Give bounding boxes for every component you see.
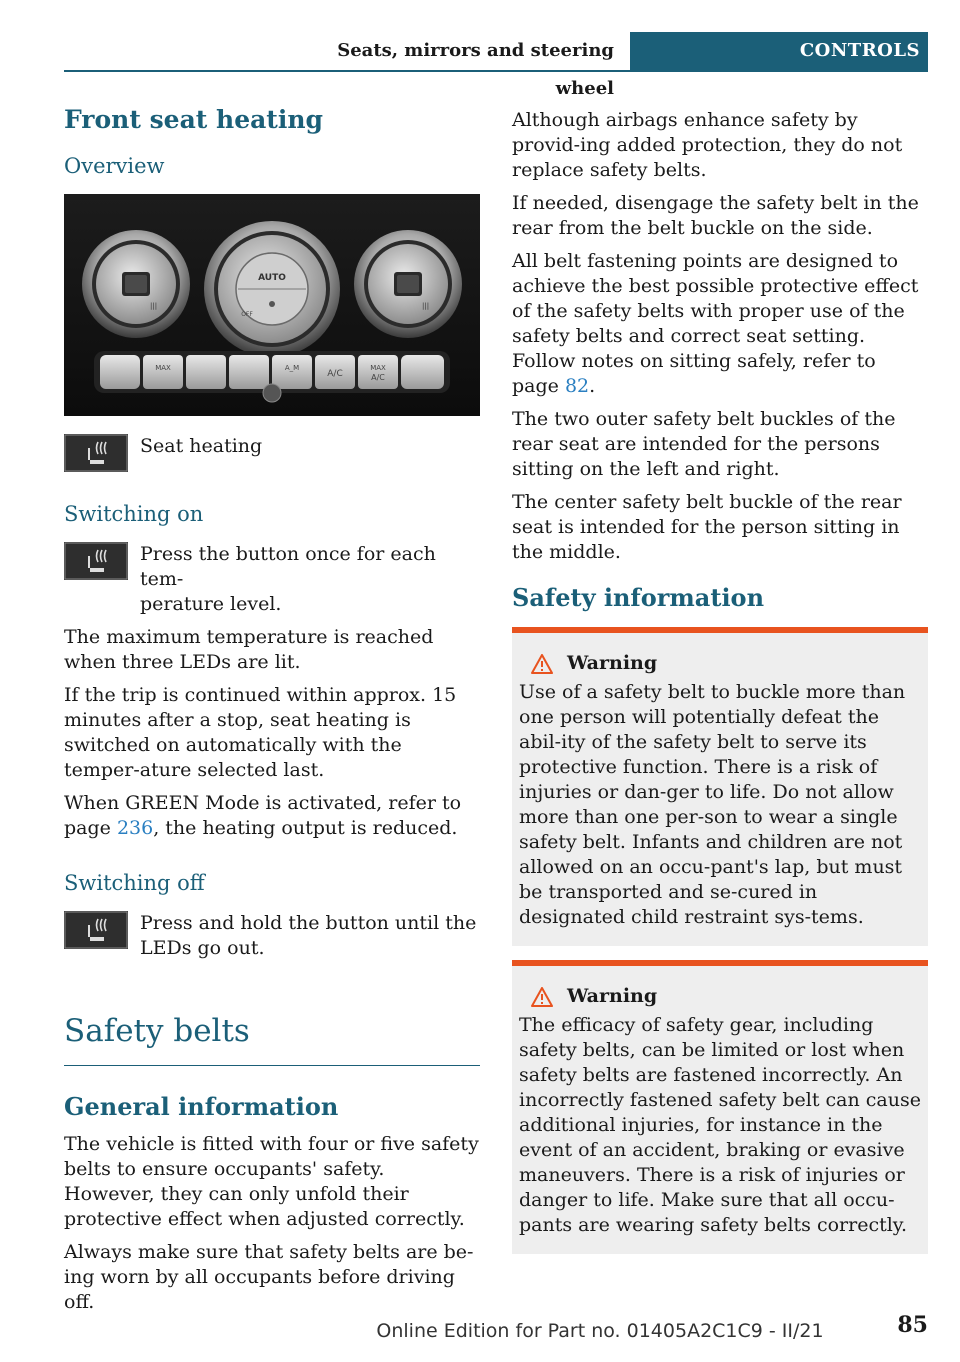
switching-on-step bbox=[64, 542, 480, 617]
switching-off-instruction: Press and hold the button until the LEDs go out. bbox=[140, 912, 477, 959]
general-paragraph-2: Always make sure that safety belts are be-ing worn by all occupants before driving off. bbox=[64, 1241, 474, 1313]
ac-label: A/C bbox=[327, 369, 343, 379]
belt-paragraph-5: The center safety belt buckle of the rear seat is intended for the person sitting in the middle. bbox=[512, 491, 902, 563]
right-column bbox=[512, 108, 928, 1268]
climate-control-panel-photo bbox=[64, 194, 480, 416]
max-ac-bottom-label: A/C bbox=[371, 373, 385, 382]
belt-paragraph-3 bbox=[512, 249, 928, 399]
svg-text:|||: ||| bbox=[422, 302, 430, 310]
heading-switching-on: Switching on bbox=[64, 502, 204, 526]
page-number: 85 bbox=[897, 1312, 928, 1338]
warning-triangle-icon bbox=[531, 654, 553, 674]
warning-1-title: Warning bbox=[567, 652, 658, 674]
belt-p3-text-end: . bbox=[589, 375, 596, 397]
section-title-front-seat-heating: Front seat heating bbox=[64, 105, 323, 134]
seat-heating-caption: Seat heating bbox=[140, 435, 263, 457]
heading-general-information: General information bbox=[64, 1092, 339, 1121]
switching-on-p3-text-end: , the heating output is reduced. bbox=[153, 817, 458, 839]
warning-box-1 bbox=[512, 627, 928, 946]
switching-off-step bbox=[64, 911, 480, 961]
left-column bbox=[64, 104, 480, 1323]
heading-safety-information: Safety information bbox=[512, 583, 765, 612]
svg-text:|||: ||| bbox=[150, 302, 158, 310]
general-paragraph-1: The vehicle is fitted with four or five safety belts to ensure occupants' safety. However, they can only unfold their protective effect when adjusted correctly. bbox=[64, 1133, 479, 1230]
auto-label: AUTO bbox=[258, 273, 286, 283]
warning-triangle-icon bbox=[531, 987, 553, 1007]
switching-on-paragraph-1: The maximum temperature is reached when three LEDs are lit. bbox=[64, 626, 434, 673]
switching-on-p3-text: When GREEN Mode is activated, refer to page bbox=[64, 792, 462, 839]
header-rule bbox=[64, 70, 928, 72]
belt-paragraph-1: Although airbags enhance safety by provid-ing added protection, they do not replace safety belts. bbox=[512, 109, 903, 181]
center-screw bbox=[263, 384, 281, 402]
footer-edition: Online Edition for Part no. 01405A2C1C9 - II/21 bbox=[376, 1320, 824, 1342]
warning-1-header bbox=[519, 651, 921, 676]
warning-2-body: The efficacy of safety gear, including safety belts, can be limited or lost when safety belts are fastened incorrectly. An incorrectly fastened safety belt can cause additional injuries, for instance in the event of an accident, braking or evasive maneuvers. There is a risk of injuries or danger to life. Make sure that all occu-pants are wearing safety belts correctly. bbox=[519, 1014, 921, 1236]
heading-overview: Overview bbox=[64, 154, 165, 178]
chapter-heading-safety-belts: Safety belts bbox=[64, 1011, 480, 1066]
seat-heating-icon bbox=[64, 434, 128, 472]
seat-heating-legend bbox=[64, 434, 480, 472]
belt-paragraph-4: The two outer safety belt buckles of the rear seat are intended for the persons sitting on the left and right. bbox=[512, 408, 896, 480]
belt-p3-text: All belt fastening points are designed to achieve the best possible protective effect of the safety belts with proper use of the safety belts and correct seat setting. Follow notes on sitting safely, refer to page bbox=[512, 250, 919, 397]
warning-2-header bbox=[519, 984, 921, 1009]
switching-on-paragraph-2: If the trip is continued within approx. 15 minutes after a stop, seat heating is switched on automatically with the temper-ature selected last. bbox=[64, 684, 457, 781]
switching-on-instruction: Press the button once for each tem- perature level. bbox=[140, 543, 436, 615]
off-label: OFF bbox=[241, 311, 253, 318]
header-chapter-tab[interactable]: CONTROLS bbox=[630, 32, 928, 70]
warning-1-body: Use of a safety belt to buckle more than one person will potentially defeat the abil-ity of the safety belt to serve its protective function. There is a risk of injuries or dan-ger to life. Do not allow more than one per-son to wear a single safety belt. Infants and children are not allowed on an occu-pant's lap, but must be transported and se-cured in designated child restraint sys-tems. bbox=[519, 681, 906, 928]
page-link-236[interactable]: 236 bbox=[116, 817, 154, 839]
a-m-label: A_M bbox=[284, 364, 300, 372]
warning-box-2 bbox=[512, 960, 928, 1254]
heading-switching-off: Switching off bbox=[64, 871, 205, 895]
header-section-title: Seats, mirrors and steering wheel bbox=[337, 40, 614, 99]
seat-heating-icon bbox=[64, 911, 128, 949]
page-link-82[interactable]: 82 bbox=[564, 375, 590, 397]
max-label: MAX bbox=[155, 364, 171, 372]
belt-paragraph-2: If needed, disengage the safety belt in the rear from the belt buckle on the side. bbox=[512, 192, 919, 239]
warning-2-title: Warning bbox=[567, 985, 658, 1007]
max-ac-top-label: MAX bbox=[370, 364, 386, 372]
seat-heating-icon bbox=[64, 542, 128, 580]
switching-on-paragraph-3 bbox=[64, 791, 480, 841]
